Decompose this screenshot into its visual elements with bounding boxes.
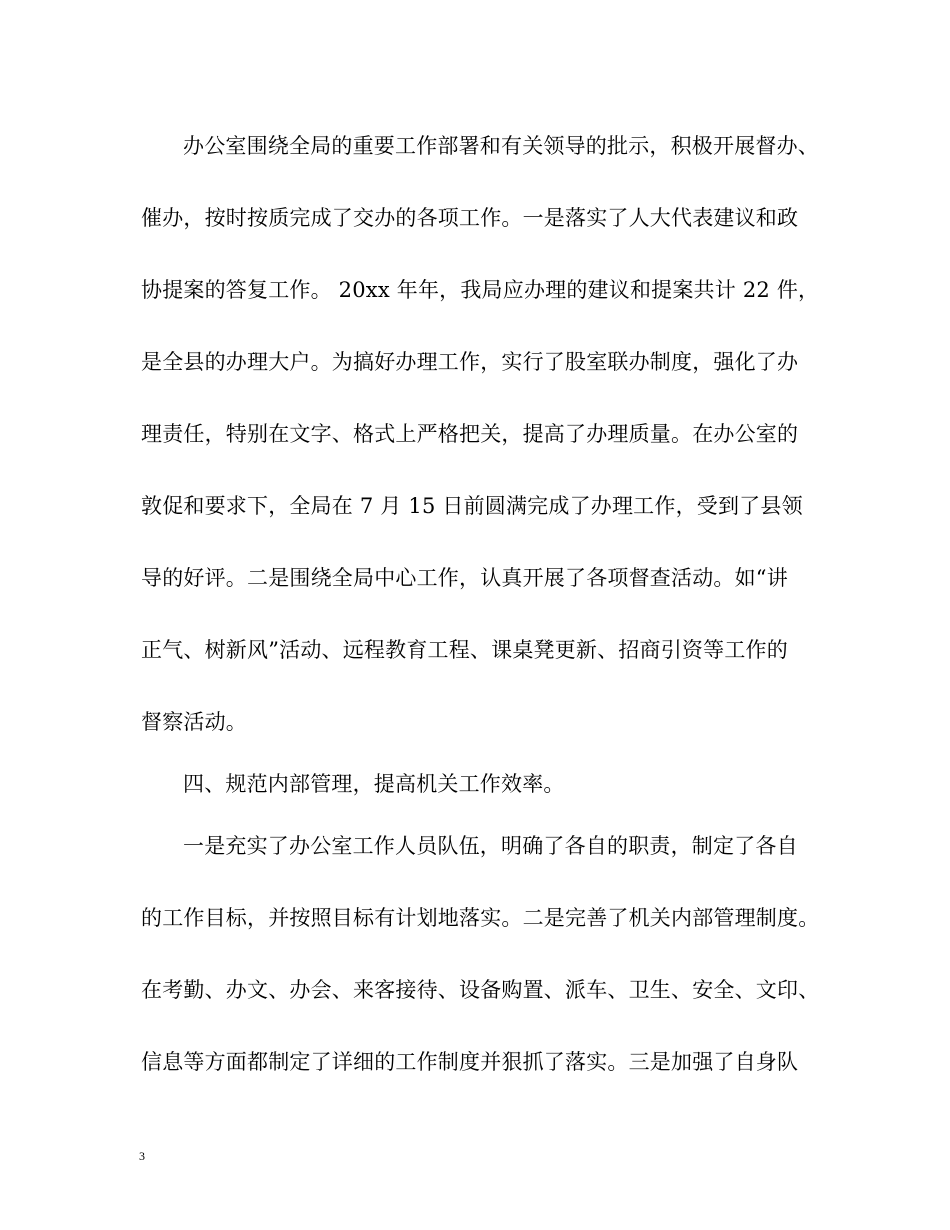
text-line: 敦促和要求下，全局在 7 月 15 日前圆满完成了办理工作，受到了县领 (141, 494, 803, 518)
section-heading: 四、规范内部管理，提高机关工作效率。 (183, 772, 565, 796)
text-line: 协提案的答复工作。 20xx 年年，我局应办理的建议和提案共计 22 件， (141, 278, 820, 302)
text-line: 导的好评。二是围绕全局中心工作，认真开展了各项督查活动。如“讲 (141, 566, 788, 590)
text-line: 理责任，特别在文字、格式上严格把关，提高了办理质量。在办公室的 (141, 422, 799, 446)
text-line: 信息等方面都制定了详细的工作制度并狠抓了落实。三是加强了自身队 (141, 1050, 799, 1074)
text-line: 一是充实了办公室工作人员队伍，明确了各自的职责，制定了各自 (183, 834, 798, 858)
text-line: 正气、树新风”活动、远程教育工程、课桌凳更新、招商引资等工作的 (141, 638, 788, 662)
page-number: 3 (139, 1149, 145, 1163)
text-line: 是全县的办理大户。为搞好办理工作，实行了股室联办制度，强化了办 (141, 350, 799, 374)
text-line: 催办，按时按质完成了交办的各项工作。一是落实了人大代表建议和政 (141, 206, 799, 230)
text-line: 办公室围绕全局的重要工作部署和有关领导的批示，积极开展督办、 (183, 134, 819, 158)
text-line: 在考勤、办文、办会、来客接待、设备购置、派车、卫生、安全、文印、 (141, 978, 820, 1002)
text-line: 的工作目标，并按照目标有计划地落实。二是完善了机关内部管理制度。 (141, 906, 820, 930)
text-line: 督察活动。 (141, 710, 247, 734)
